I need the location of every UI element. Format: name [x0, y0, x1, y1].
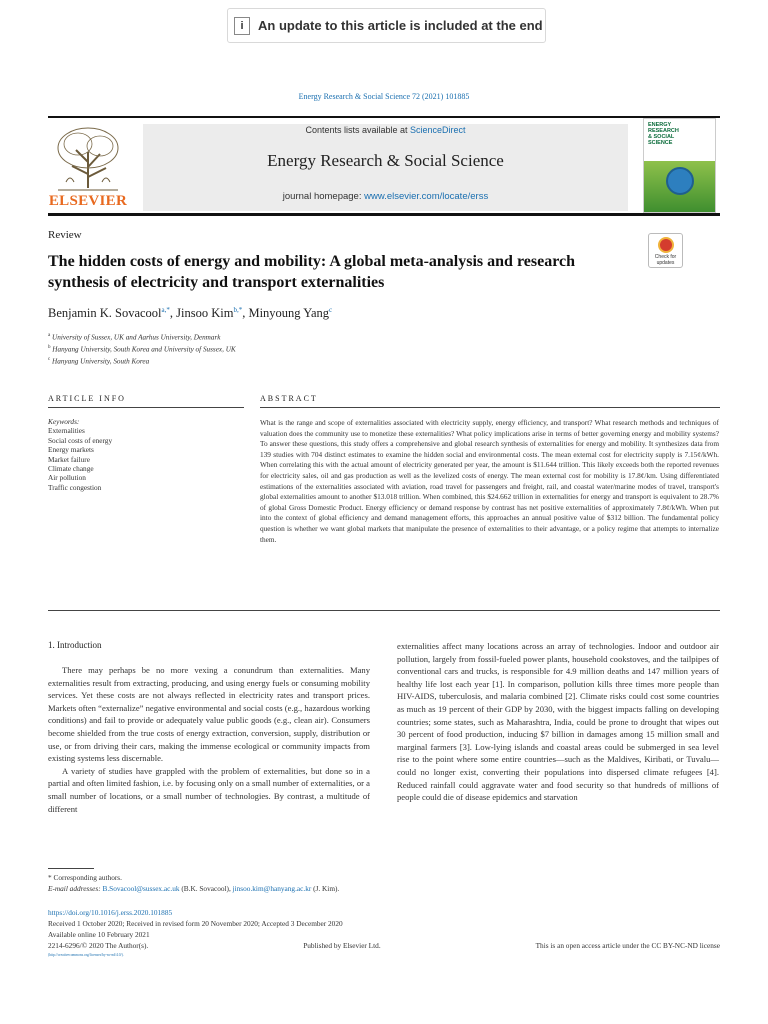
article-history — [48, 907, 343, 940]
cover-globe-icon — [666, 167, 694, 195]
body-paragraph: There may perhaps be no more vexing a conundrum than externalities. Many externalities result from extracting, producing, and using energy fuels or consuming mobility services. Yet these costs are not always reflected in electricity rates and transport prices. Markets often “externalize” negative environmental and social costs (e.g., hazardous working conditions) and fail to provide or adequately value public goods (e.g., clean air). Consumers become shielded from the true costs of energy extraction, conversion, supply, distribution or use, or from driving their cars, making the immense ecological or community impacts from existing systems less discernable. — [48, 665, 370, 764]
author-name[interactable]: Benjamin K. Sovacool — [48, 306, 162, 321]
journal-title: Energy Research & Social Science — [267, 151, 504, 170]
body-column-left — [48, 664, 370, 815]
keyword: Market failure — [48, 454, 90, 464]
received-dates: Received 1 October 2020; Received in revised form 20 November 2020; Accepted 3 December 2020 — [48, 919, 343, 928]
email-link[interactable]: jinsoo.kim@hanyang.ac.kr — [232, 884, 312, 893]
article-info-heading: ARTICLE INFO — [48, 394, 126, 403]
article-title: The hidden costs of energy and mobility: A global meta-analysis and research synthesis of electricity and transport externalities — [48, 253, 575, 291]
author-name[interactable]: Jinsoo Kim — [176, 306, 234, 321]
update-banner-text: An update to this article is included at the end — [258, 18, 543, 33]
footnotes — [48, 872, 339, 894]
author-list: Benjamin K. Sovacool$^{a,*}$, Jinsoo Kim$^{b,*}$, Minyoung Yang$^c$ — [48, 306, 333, 321]
journal-citation[interactable]: Energy Research & Social Science 72 (2021) 101885 — [298, 92, 470, 101]
keyword: Traffic congestion — [48, 482, 102, 492]
available-online: Available online 10 February 2021 — [48, 930, 150, 939]
affiliation: $^c$ Hanyang University, South Korea — [48, 356, 150, 366]
check-for-updates-button[interactable]: Check for updates — [648, 233, 683, 268]
info-icon: i — [234, 17, 250, 35]
corresponding-note: * Corresponding authors. — [48, 873, 122, 882]
keyword: Externalities — [48, 426, 85, 436]
author-name[interactable]: Minyoung Yang — [248, 306, 330, 321]
abstract-text: What is the range and scope of externalities associated with electricity supply, energy efficiency, and transport? What research methods and techniques of valuation does the community use to monetize these externalities? What policy implications arise in terms of better governing energy and mobility systems? To answer these questions, this study offers a comprehensive and global research synthesis of externalities for energy and mobility. It synthesizes data from 139 studies with 704 distinct estimates to examine the hidden social and environmental costs. The mean external cost for electricity supply is 7.15¢/kWh. When correlating this with the actual amount of electricity generated per year, the amount is $11.644 trillion. This likely exceeds both the reported revenues for electricity sales, oil and gas production as well as the levelized costs of energy. The mean external cost for mobility is 17.8¢/km. Using differentiated estimations of the externalities associated with aviation, road travel for passengers and freight, rail, and coastal water/marine modes of travel, transport's global externalities amount to another $13.018 trillion. When combined, this $24.662 trillion in externalities for energy and transport is equivalent to 28.7% of global Gross Domestic Product. Energy efficiency or demand response by contrast has net positive externalities of approximately 7.8¢/kWh. When put into the context of global efficiency and demand management efforts, this approaches an annual positive value of $312 billion. The fundamental policy question is whether we want global markets that manipulate the presence of externalities to their advantage, or a policy regime that attempts to internalize them. — [260, 418, 719, 544]
check-updates-icon — [658, 237, 674, 253]
affiliation: $^a$ University of Sussex, UK and Aarhus University, Denmark — [48, 333, 221, 342]
footnote-rule — [48, 868, 94, 869]
journal-cover-thumbnail[interactable] — [643, 118, 716, 213]
masthead-top-rule — [48, 116, 720, 118]
article-type: Review — [48, 229, 82, 241]
doi-link[interactable]: https://doi.org/10.1016/j.erss.2020.101885 — [48, 908, 173, 917]
affiliation: $^b$ Hanyang University, South Korea and University of Sussex, UK — [48, 344, 236, 354]
journal-masthead — [143, 124, 628, 211]
journal-homepage-link[interactable]: www.elsevier.com/locate/erss — [364, 191, 489, 202]
abstract-heading: ABSTRACT — [260, 394, 318, 403]
keyword: Air pollution — [48, 473, 86, 483]
sciencedirect-link[interactable]: ScienceDirect — [410, 125, 466, 135]
license-statement: 2214-6296/© 2020 The Author(s). Published by Elsevier Ltd. This is an open access article under the CC BY-NC-ND license — [48, 941, 720, 950]
license-link[interactable]: (http://creativecommons.org/licenses/by-nc-nd/4.0/). — [48, 953, 124, 957]
body-paragraph: externalities affect many locations across an array of technologies. Indoor and outdoor air pollution, largely from fossil-fueled power plants, household cookstoves, and the tailpipes of conventional cars and trucks, is responsible for 4.9 million deaths and 147 million years of healthy life lost each year [1]. In comparison, pollution kills three times more people than HIV-AIDS, tuberculosis, and malaria combined [2]. Climate risks could cost some countries as much as 19 percent of their GDP by 2030, with the biggest impacts falling on developing countries; some states, such as Maharashtra, India, could be prone to drought that wipes out 30 percent of food production, inducing $7 billion in damages among 15 million small and marginal farmers [3]. Low-lying islands and coastal areas could be submerged in sea level rise to the point where some entire countries—such as the Maldives, Kiribati, or Tuvalu—could no longer exist, converting their populations into dispersed climate refugees [4]. Reduced rainfall could aggravate water and food security so that hundreds of millions of people could die of disease epidemics and starvation — [397, 641, 719, 803]
body-paragraph: A variety of studies have grappled with the problem of externalities, but done so in a partial and often limited fashion, i.e. by focusing only on a small number of externalities, or a small number of locations, or a small number of technologies. By contrast, a multitude of different — [48, 765, 370, 814]
keywords-block — [48, 417, 112, 492]
body-column-right — [397, 640, 719, 804]
contents-line: Contents lists available at ScienceDirect — [305, 125, 466, 135]
journal-homepage: journal homepage: www.elsevier.com/locate/erss — [282, 191, 489, 202]
section-heading-introduction: 1. Introduction — [48, 640, 102, 650]
publisher-name: ELSEVIER — [48, 193, 128, 209]
cover-title: ENERGY RESEARCH & SOCIAL SCIENCE — [648, 122, 679, 146]
keyword: Social costs of energy — [48, 435, 113, 445]
update-banner[interactable] — [227, 8, 546, 43]
keywords-label: Keywords: — [48, 417, 80, 426]
affiliations — [48, 331, 236, 367]
abstract-bottom-rule — [48, 610, 720, 611]
email-note: E-mail addresses: B.Sovacool@sussex.ac.uk (B.K. Sovacool), jinsoo.kim@hanyang.ac.kr (J. Kim). — [48, 884, 340, 893]
masthead-bottom-rule — [48, 213, 720, 216]
article-info-rule — [48, 407, 244, 408]
email-link[interactable]: B.Sovacool@sussex.ac.uk — [102, 884, 180, 893]
abstract-rule — [260, 407, 720, 408]
keyword: Energy markets — [48, 445, 94, 455]
keyword: Climate change — [48, 464, 94, 474]
